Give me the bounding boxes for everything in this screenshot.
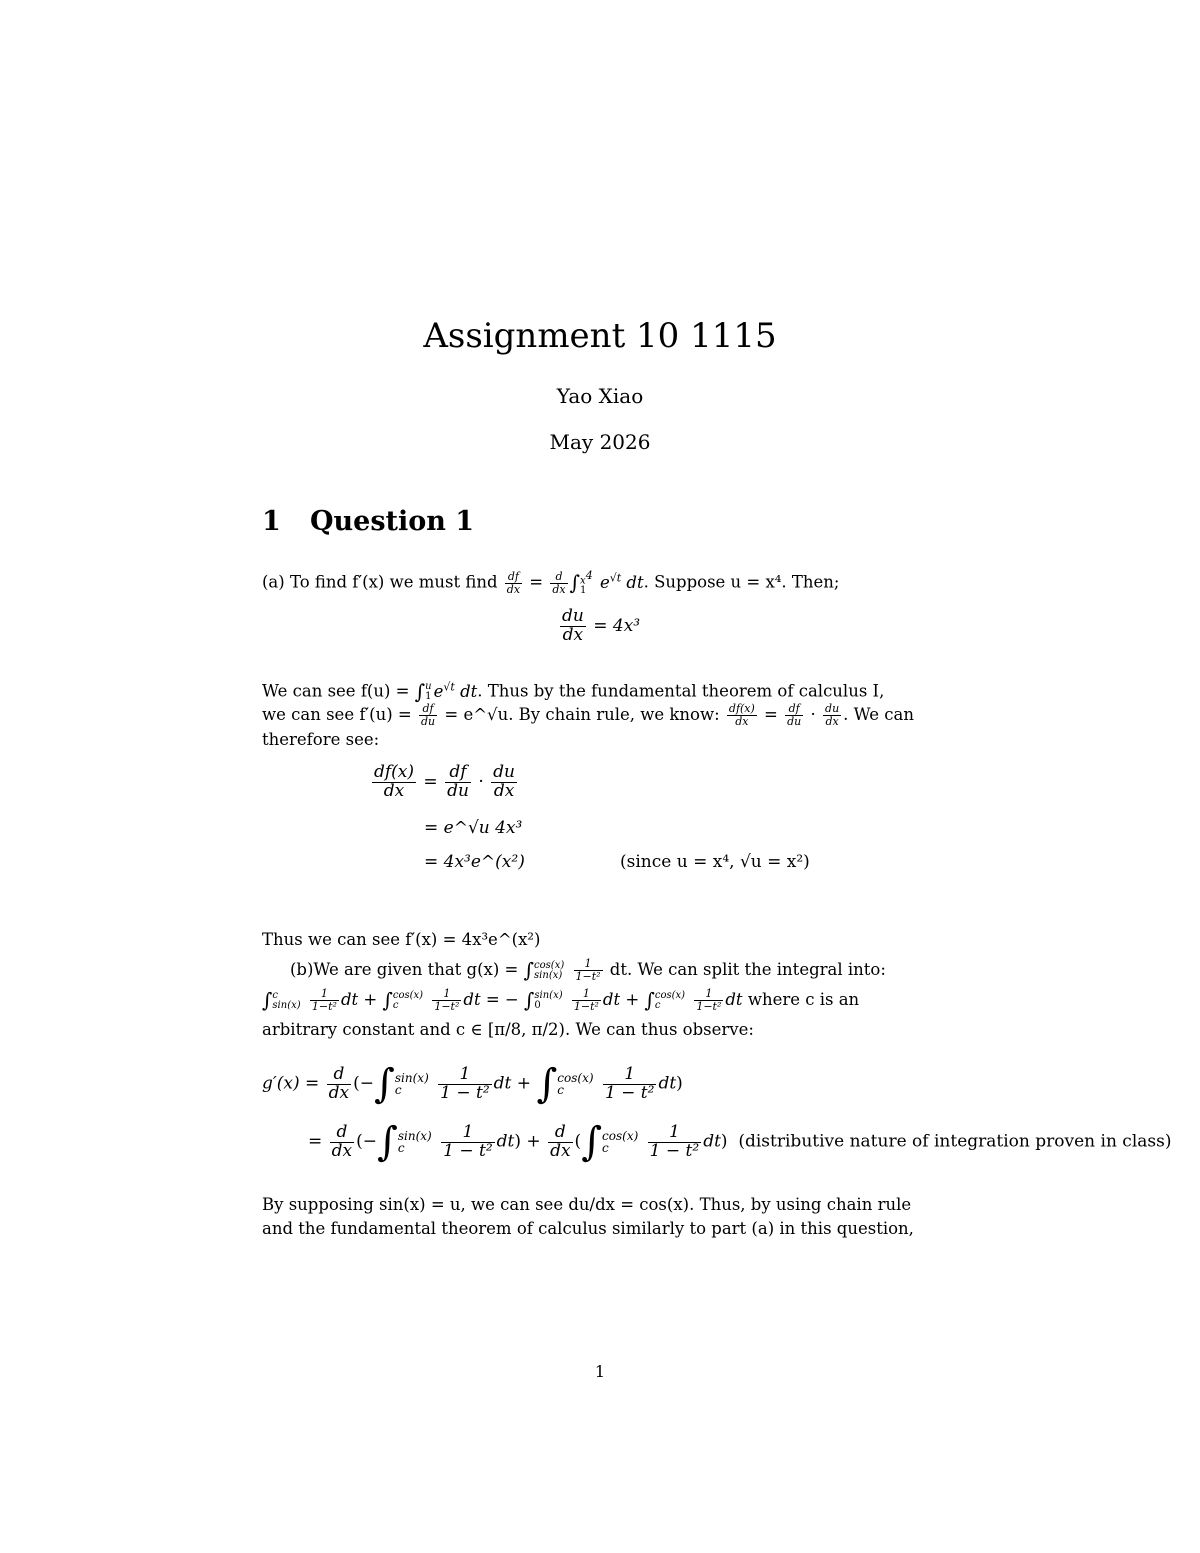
paper-date: May 2026 [549,430,651,454]
page-number: 1 [594,1362,606,1381]
du-dx-value: = 4x³ [593,615,641,636]
part-b-intro: (b)We are given that g(x) = ∫ cos(x) sin(x) $\frac{1}{\text{1−t²}}$ dt. We can split the integral into: [290,957,886,983]
part-a-line-2: we can see f′(u) = $\frac{df}{du}$ = e^√u. By chain rule, we know: $\frac{df(x)}{dx}$ = $\frac{df}{du}$ · $\frac{du}{dx}$ . We can [262,702,914,728]
du-dx-equation: $\frac{du}{dx}$ = 4x³ [562,606,641,645]
part-b-intro-text: (b)We are given that g(x) = [290,960,519,979]
derivation-step-2: = e^√u 4x³ [424,818,523,838]
part-a-conclusion: Thus we can see f′(x) = 4x³e^(x²) [262,930,541,949]
derivation-note: (since u = x⁴, √u = x²) [620,852,810,872]
line2-mid: = e^√u. By chain rule, we know: [444,705,720,724]
author-name: Yao Xiao [556,384,644,408]
part-b-where: where c is an [747,990,860,1009]
line2-pre: we can see f′(u) = [262,705,412,724]
paper-title: Assignment 10 1115 [423,316,777,356]
g-prime-line-1: g′(x) = $\frac{d}{dx}$ (−∫ sin(x) c $\frac{1}{\text{1 − t²}}$ dt + ∫ cos(x) c $\frac{1}{\text{1 − t²}}$ dt) [262,1061,683,1107]
derivation-step-1: $\frac{df(x)}{dx}$ = $\frac{df}{du}$ · $\frac{du}{dx}$ [374,762,515,801]
g-prime-annotation: (distributive nature of integration proven in class) [738,1131,1172,1152]
section-title: Question 1 [310,506,475,537]
line2-end: . We can [843,705,914,724]
part-a-label: (a) [262,572,285,592]
part-b-split-integral: ∫ c sin(x) $\frac{1}{\text{1−t²}}$ dt + ∫ cos(x) c $\frac{1}{\text{1−t²}}$ dt = − ∫ sin(x) 0 $\frac{1}{\text{1−t²}}$ dt + ∫ cos(x) c $\frac{1}{\text{1−t²}}$ dt where c is an [262,987,860,1013]
part-b-split: dt. We can split the integral into: [609,960,886,979]
part-a-intro: (a) To find f′(x) we must find $\frac{df}{dx}$ = $\frac{d}{dx}$ ∫ $x^4$ 1 $e^{√t}$ dt. Suppose u = x⁴. Then; [262,568,840,597]
see-text: We can see f(u) = [262,681,410,701]
derivation-step-3: = 4x³e^(x²) [424,852,525,872]
section-heading [262,506,474,537]
part-b-supposing-1: By supposing sin(x) = u, we can see du/dx = cos(x). Thus, by using chain rule [262,1195,912,1214]
part-a-line-3: therefore see: [262,730,380,749]
section-number: 1 [262,506,281,537]
g-prime-line-2: = $\frac{d}{dx}$ (−∫ sin(x) c $\frac{1}{\text{1 − t²}}$ dt) + $\frac{d}{dx}$ (∫ cos(x) c $\frac{1}{\text{1 − t²}}$ dt) (distributive nature of integration proven in class) [308,1119,1172,1165]
part-b-supposing-2: and the fundamental theorem of calculus similarly to part (a) in this question, [262,1219,914,1238]
ftc-text: . Thus by the fundamental theorem of calculus I, [477,681,885,701]
part-a-intro-text: To find f′(x) we must find [289,572,498,592]
part-b-arbitrary: arbitrary constant and c ∈ [π/8, π/2). We can thus observe: [262,1020,754,1039]
part-a-line-1: We can see f(u) = ∫ u 1 $e^{√t}$ dt. Thus by the fundamental theorem of calculus I, [262,679,885,704]
part-a-suppose: . Suppose u = x⁴. Then; [643,572,840,592]
